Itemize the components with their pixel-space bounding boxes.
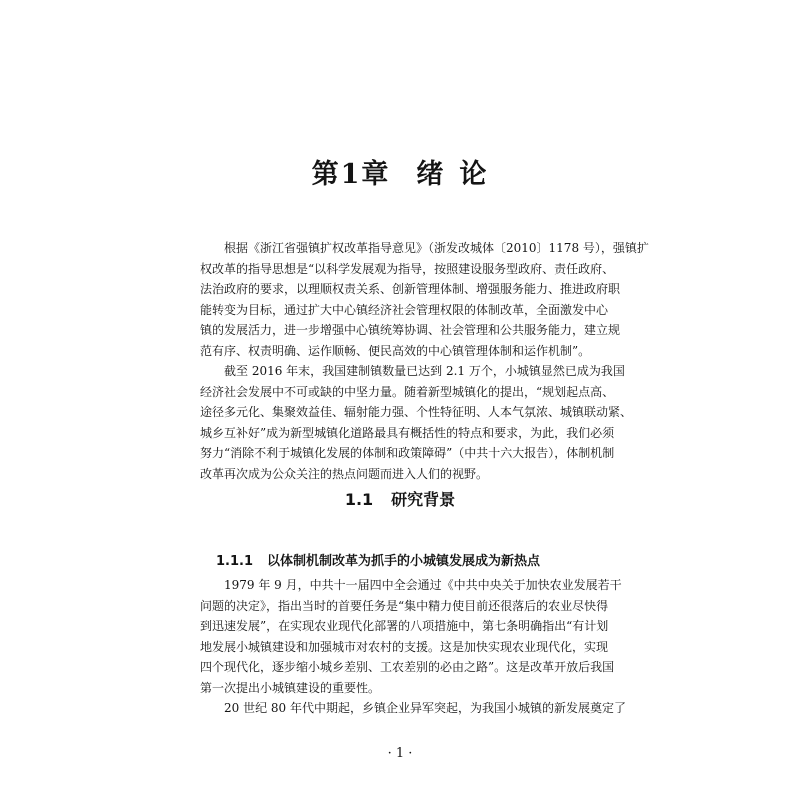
intro-paragraph-2: [200, 361, 633, 484]
chapter-title-char-2: 论: [459, 159, 489, 190]
text-line: 地发展小城镇建设和加强城市对农村的支援。这是加快实现农业现代化，实现: [200, 639, 609, 654]
text-line: 改革再次成为公众关注的热点问题而进入人们的视野。: [200, 466, 489, 481]
text-line: 1979 年 9 月，中共十一届四中全会通过《中共中央关于加快农业发展若干: [224, 578, 622, 592]
section-number: 1.1: [344, 490, 374, 509]
text-line: 镇的发展活力，进一步增强中心镇统筹协调、社会管理和公共服务能力，建立规: [200, 323, 621, 337]
body-paragraph-2: [200, 698, 626, 719]
text-line: 到迅速发展”，在实现农业现代化部署的八项措施中，第七条明确指出“有计划: [200, 619, 609, 633]
text-line: 经济社会发展中不可或缺的中坚力量。随着新型城镇化的提出，“规划起点高、: [200, 384, 615, 399]
subsection-title: 以体制机制改革为抓手的小城镇发展成为新热点: [267, 554, 541, 569]
text-line: 权改革的指导思想是“以科学发展观为指导，按照建设服务型政府、责任政府、: [200, 261, 615, 276]
text-line: 城乡互补好”成为新型城镇化道路最具有概括性的特点和要求，为此，我们必须: [200, 425, 615, 440]
text-line: 四个现代化，逐步缩小城乡差别、工农差别的必由之路”。这是改革开放后我国: [200, 660, 615, 674]
subsection-heading: [216, 550, 540, 569]
text-line: 范有序、权责明确、运作顺畅、便民高效的中心镇管理体制和运作机制”。: [200, 343, 591, 358]
chapter-title: [0, 152, 800, 191]
text-line: 法治政府的要求，以理顺权责关系、创新管理体制、增强服务能力、推进政府职: [200, 282, 621, 296]
chapter-number: 第1章: [311, 159, 391, 190]
text-line: 能转变为目标，通过扩大中心镇经济社会管理权限的体制改革，全面激发中心: [200, 302, 609, 317]
text-line: 根据《浙江省强镇扩权改革指导意见》（浙发改城体〔2010〕1178 号），强镇扩: [224, 241, 649, 255]
text-line: 截至 2016 年末，我国建制镇数量已达到 2.1 万个，小城镇显然已成为我国: [224, 364, 625, 378]
section-heading: [0, 487, 800, 510]
body-paragraph-1: [200, 575, 622, 698]
text-line: 努力“消除不利于城镇化发展的体制和政策障碍”（中共十六大报告），体制机制: [200, 446, 615, 460]
subsection-number: 1.1.1: [216, 554, 254, 569]
text-line: 20 世纪 80 年代中期起，乡镇企业异军突起，为我国小城镇的新发展奠定了: [224, 701, 626, 715]
chapter-title-char-1: 绪: [416, 159, 446, 190]
intro-paragraph-1: [200, 238, 649, 361]
section-title: 研究背景: [391, 490, 456, 509]
text-line: 问题的决定》，指出当时的首要任务是“集中精力使目前还很落后的农业尽快得: [200, 598, 609, 613]
page-number: · 1 ·: [387, 746, 413, 761]
text-line: 第一次提出小城镇建设的重要性。: [200, 680, 381, 695]
text-line: 途径多元化、集聚效益佳、辐射能力强、个性特征明、人本气氛浓、城镇联动紧、: [200, 405, 633, 419]
